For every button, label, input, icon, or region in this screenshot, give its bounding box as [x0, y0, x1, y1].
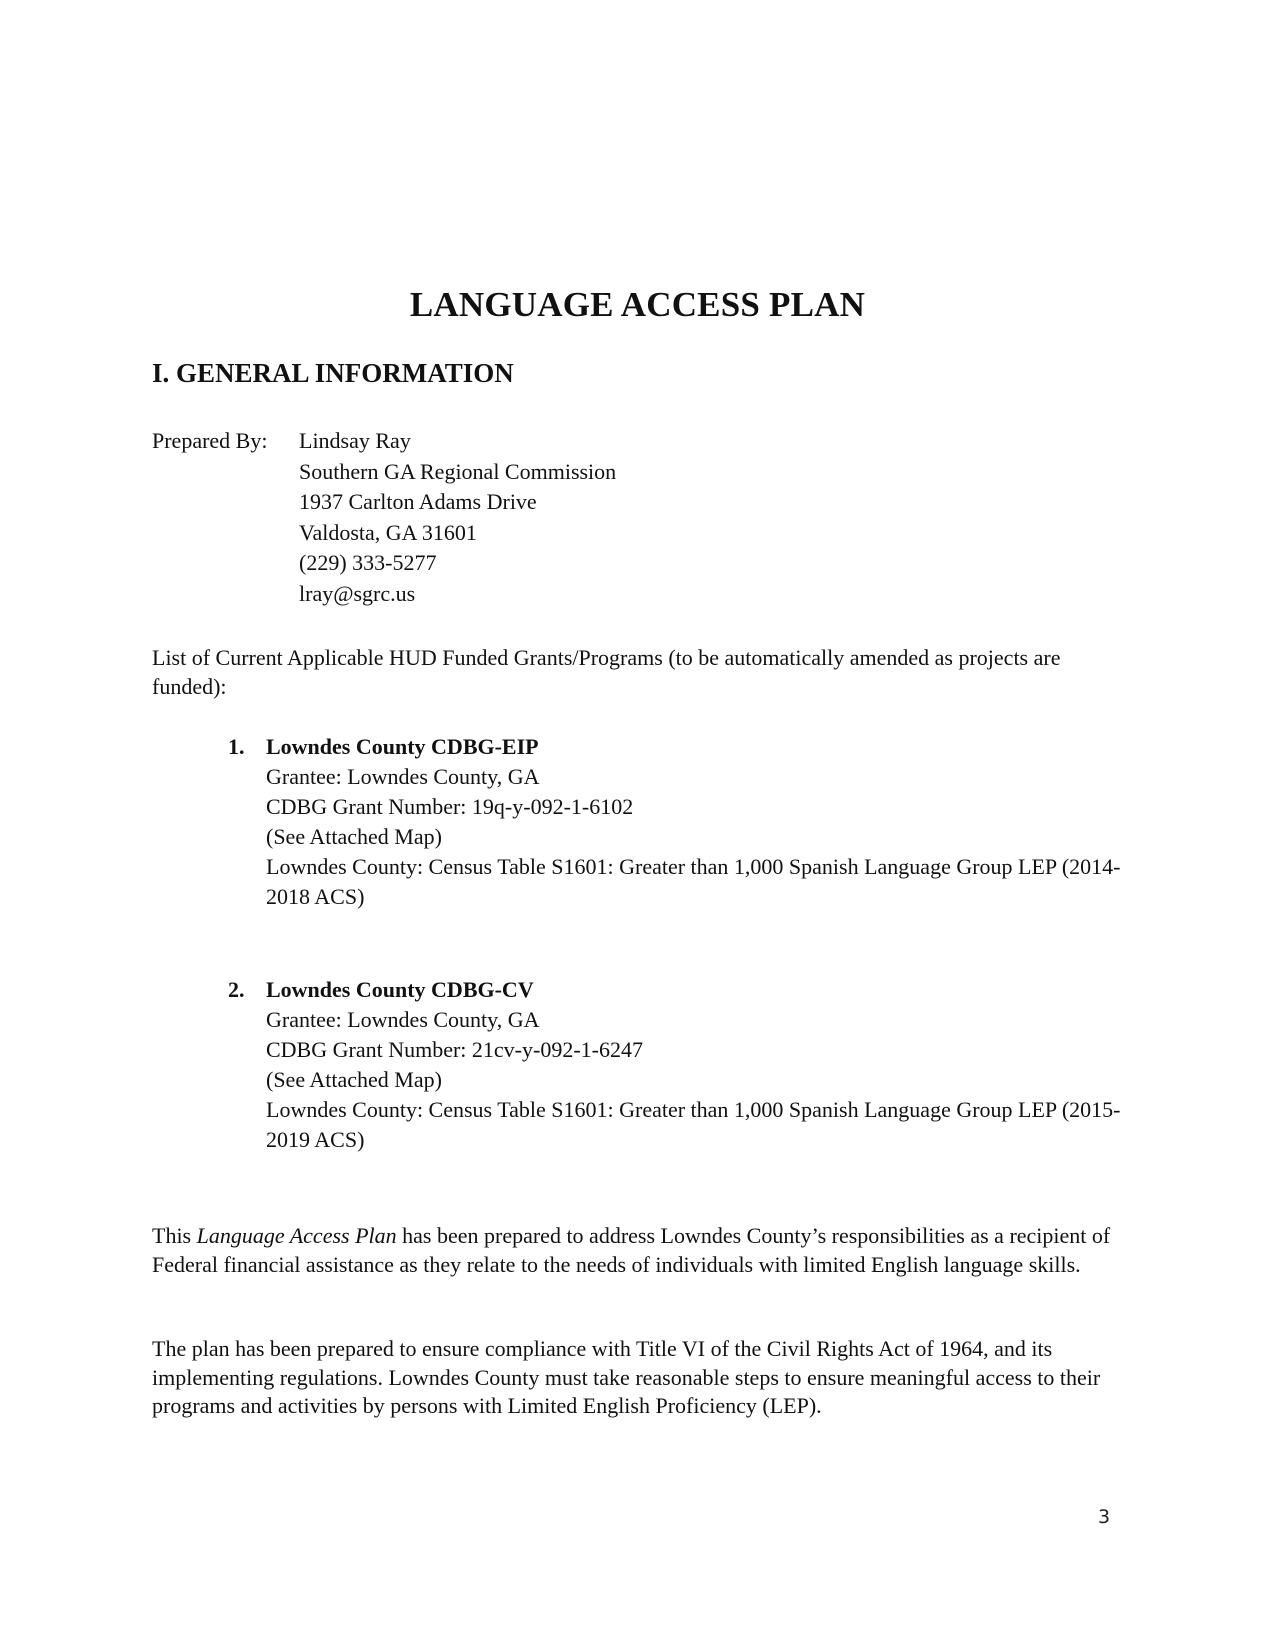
preparer-city-state-zip: Valdosta, GA 31601 — [299, 519, 477, 545]
preparer-name: Lindsay Ray — [299, 428, 411, 453]
grant-grantee: Grantee: Lowndes County, GA — [266, 764, 540, 789]
grant-item-number: 2. — [228, 977, 245, 1002]
grant-number: CDBG Grant Number: 19q-y-092-1-6102 — [266, 794, 634, 819]
compliance-paragraph: The plan has been prepared to ensure compliance with Title VI of the Civil Rights Act of 1964, and its implementing regulations. Lowndes County must take reasonable steps to ensure meaningful access to their programs and activities by persons with Limited English Proficiency (LEP). — [152, 1336, 1101, 1418]
grant-census-info: Lowndes County: Census Table S1601: Greater than 1,000 Spanish Language Group LEP (2015-2019 ACS) — [266, 1097, 1121, 1152]
grants-list-intro: List of Current Applicable HUD Funded Grants/Programs (to be automatically amended as projects are funded): — [152, 645, 1061, 699]
document-title: LANGUAGE ACCESS PLAN — [409, 285, 866, 324]
prepared-by-label: Prepared By: — [152, 428, 268, 453]
grant-map-note: (See Attached Map) — [266, 1067, 442, 1092]
grant-name: Lowndes County CDBG-EIP — [266, 734, 539, 759]
page-number: 3 — [1098, 1506, 1111, 1528]
purpose-suffix: has been prepared to address Lowndes County’s responsibilities as a recipient of Federal financial assistance as they relate to the needs of individuals with limited English language skills. — [152, 1223, 1111, 1277]
grant-grantee: Grantee: Lowndes County, GA — [266, 1007, 540, 1032]
prepared-by-details — [299, 426, 616, 609]
grant-item-body — [266, 732, 1126, 912]
grant-number: CDBG Grant Number: 21cv-y-092-1-6247 — [266, 1037, 643, 1062]
grant-item-number: 1. — [228, 734, 245, 759]
grant-map-note: (See Attached Map) — [266, 824, 442, 849]
grant-census-info: Lowndes County: Census Table S1601: Greater than 1,000 Spanish Language Group LEP (2014-2018 ACS) — [266, 854, 1121, 909]
preparer-organization: Southern GA Regional Commission — [299, 458, 617, 484]
grant-name: Lowndes County CDBG-CV — [266, 977, 534, 1002]
plan-name-italic: Language Access Plan — [196, 1223, 397, 1248]
grant-item-body — [266, 975, 1126, 1155]
preparer-phone: (229) 333-5277 — [299, 550, 437, 575]
preparer-street-address: 1937 Carlton Adams Drive — [299, 489, 537, 514]
preparer-email: lray@sgrc.us — [299, 580, 416, 606]
purpose-paragraph — [152, 1222, 1112, 1279]
purpose-prefix: This — [152, 1223, 197, 1248]
section-heading: I. GENERAL INFORMATION — [152, 358, 514, 388]
